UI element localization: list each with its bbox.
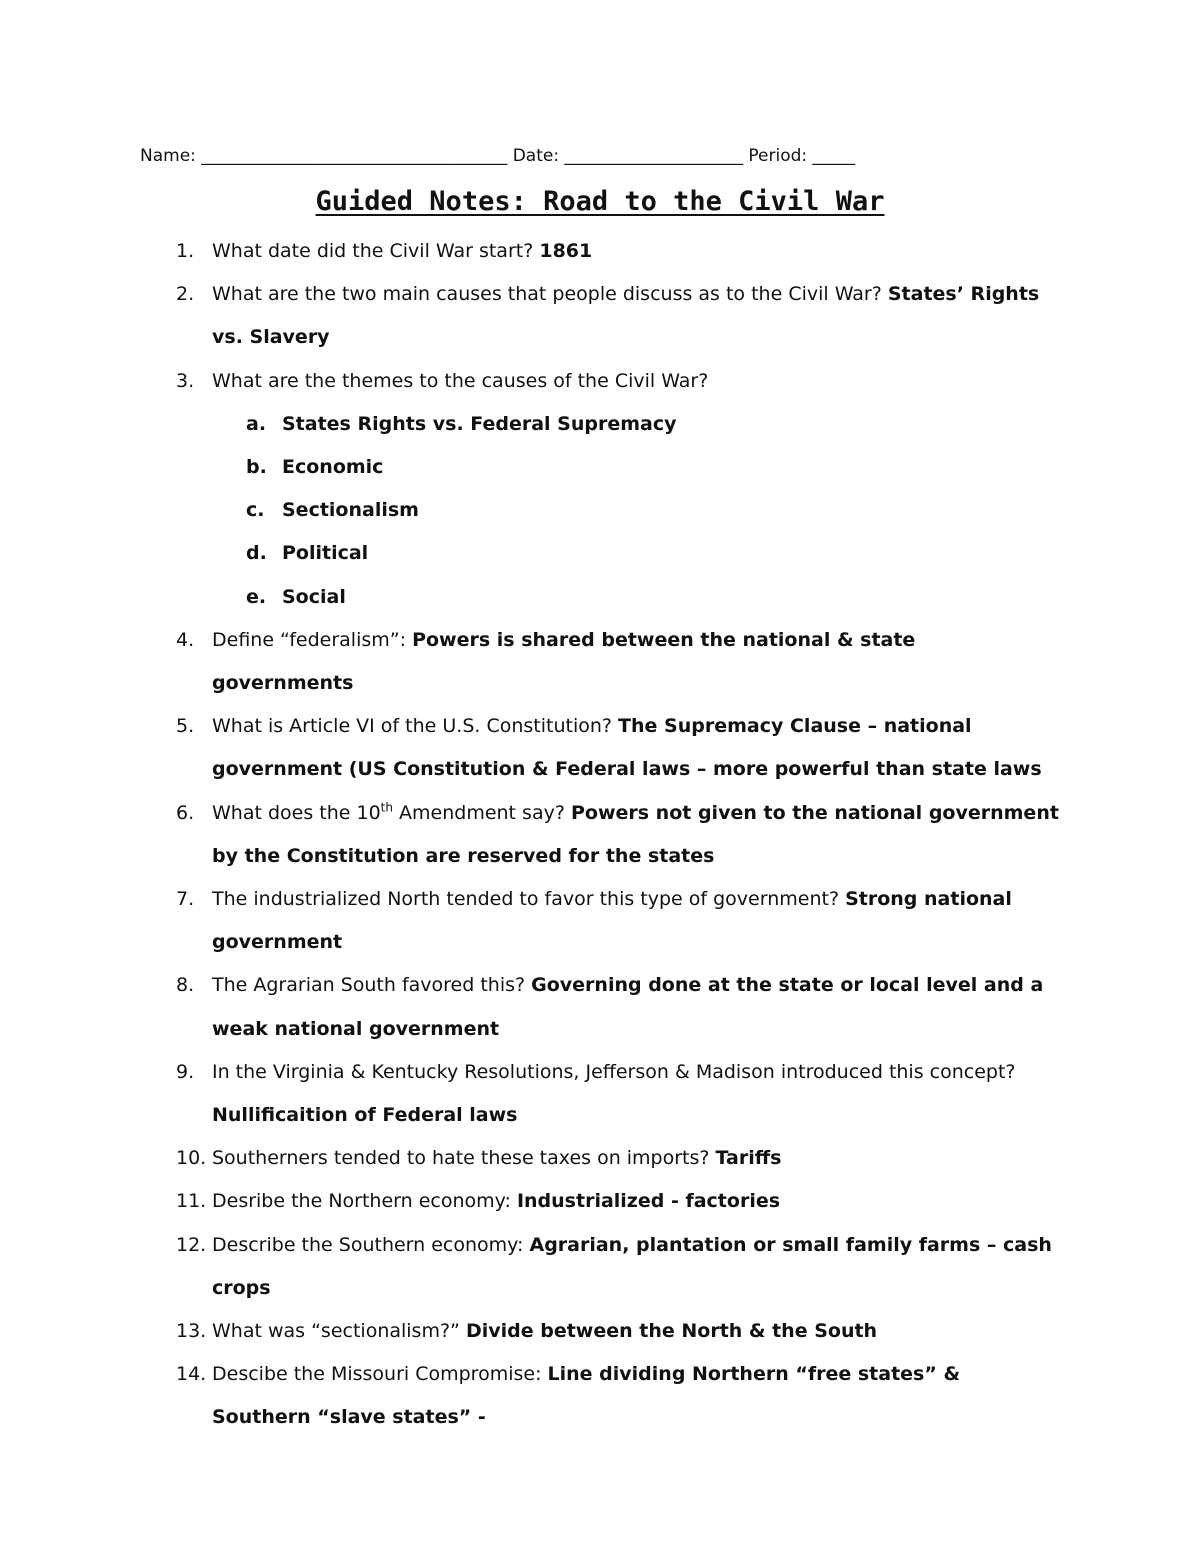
- notes-list: [140, 230, 1060, 1440]
- item-number: 8.: [176, 974, 195, 997]
- answer-text: Line dividing Northern “free states” & Southern “slave states” -: [212, 1363, 961, 1429]
- question-text: The Agrarian South favored this?: [212, 974, 532, 997]
- theme-item-d: [140, 532, 1060, 575]
- question-text: Southerners tended to hate these taxes on imports?: [212, 1147, 716, 1170]
- question-text: Descibe the Missouri Compromise:: [212, 1363, 548, 1386]
- item-number: 12.: [176, 1233, 207, 1256]
- item-number: 5.: [176, 715, 195, 738]
- answer-text: Tariffs: [715, 1147, 782, 1170]
- answer-text: Strong national government: [212, 888, 1012, 954]
- theme-text: States Rights vs. Federal Supremacy: [282, 412, 677, 435]
- period-label: Period:: [748, 146, 808, 166]
- note-item-2: [140, 273, 1060, 359]
- answer-text: Powers not given to the national government by the Constitution are reserved for the states: [212, 801, 1059, 867]
- item-number: 4.: [176, 628, 195, 651]
- theme-letter: c.: [246, 499, 265, 522]
- question-text: Describe the Southern economy:: [212, 1233, 530, 1256]
- theme-letter: b.: [246, 456, 267, 479]
- note-item-11: [140, 1180, 1060, 1223]
- answer-text: Powers is shared between the national & state governments: [212, 628, 916, 695]
- theme-letter: d.: [246, 542, 267, 565]
- item-number: 11.: [176, 1190, 207, 1213]
- theme-text: Sectionalism: [282, 499, 419, 522]
- question-text: Define “federalism”:: [212, 628, 413, 651]
- item-number: 9.: [176, 1060, 195, 1083]
- note-item-9: [140, 1051, 1060, 1137]
- question-text: What is Article VI of the U.S. Constitution?: [212, 715, 619, 738]
- item-number: 13.: [176, 1320, 207, 1343]
- question-text: What are the themes to the causes of the Civil War?: [212, 369, 709, 392]
- item-number: 1.: [176, 240, 195, 262]
- item-number: 6.: [176, 801, 195, 824]
- item-number: 3.: [176, 369, 195, 392]
- theme-text: Economic: [282, 456, 384, 479]
- answer-text: Agrarian, plantation or small family farms – cash crops: [212, 1233, 1052, 1299]
- name-field[interactable]: ____________________________________: [201, 146, 508, 166]
- question-text-start: What does the 10: [212, 801, 381, 824]
- note-item-10: [140, 1137, 1060, 1180]
- question-text: In the Virginia & Kentucky Resolutions, Jefferson & Madison introduced this concept?: [212, 1060, 1016, 1083]
- theme-item-a: [140, 403, 1060, 446]
- answer-text: The Supremacy Clause – national government (US Constitution & Federal laws – more powerful than state laws: [212, 715, 1042, 781]
- item-number: 14.: [176, 1363, 207, 1386]
- item-number: 2.: [176, 283, 195, 306]
- note-item-4: [140, 619, 1060, 705]
- note-item-8: [140, 964, 1060, 1050]
- answer-text: Industrialized - factories: [516, 1190, 781, 1213]
- question-text: What date did the Civil War start?: [212, 240, 540, 262]
- note-item-12: [140, 1224, 1060, 1310]
- period-field[interactable]: _____: [812, 146, 856, 166]
- ordinal-suffix: th: [380, 800, 393, 815]
- question-text-end: Amendment say?: [392, 801, 571, 824]
- note-item-5: [140, 705, 1060, 791]
- item-number: 10.: [176, 1147, 207, 1170]
- answer-text: Nullificaition of Federal laws: [212, 1104, 518, 1127]
- date-field[interactable]: _____________________: [564, 146, 743, 166]
- question-text: What are the two main causes that people discuss as to the Civil War?: [212, 283, 888, 306]
- theme-item-c: [140, 489, 1060, 532]
- question-text: The industrialized North tended to favor this type of government?: [212, 888, 846, 911]
- theme-text: Political: [282, 542, 369, 565]
- item-number: 7.: [176, 888, 195, 911]
- theme-item-b: [140, 446, 1060, 489]
- question-text: Desribe the Northern economy:: [212, 1190, 517, 1213]
- student-info-line: [140, 143, 1052, 169]
- note-item-6: [140, 792, 1060, 878]
- note-item-14: [140, 1353, 1060, 1439]
- theme-letter: e.: [246, 585, 267, 608]
- answer-text: Governing done at the state or local level and a weak national government: [212, 974, 1044, 1040]
- name-label: Name:: [140, 146, 196, 166]
- note-item-3: [140, 360, 1060, 403]
- theme-letter: a.: [246, 412, 267, 435]
- note-item-7: [140, 878, 1060, 964]
- note-item-13: [140, 1310, 1060, 1353]
- theme-item-e: [140, 576, 1060, 619]
- answer-text: Divide between the North & the South: [465, 1320, 878, 1343]
- date-label: Date:: [512, 146, 560, 166]
- page-title: Guided Notes: Road to the Civil War: [315, 186, 885, 217]
- answer-text: States’ Rights vs. Slavery: [212, 283, 1040, 349]
- theme-text: Social: [282, 585, 346, 608]
- answer-text: 1861: [539, 240, 593, 262]
- note-item-1: [140, 230, 1060, 273]
- question-text: What was “sectionalism?”: [212, 1320, 466, 1343]
